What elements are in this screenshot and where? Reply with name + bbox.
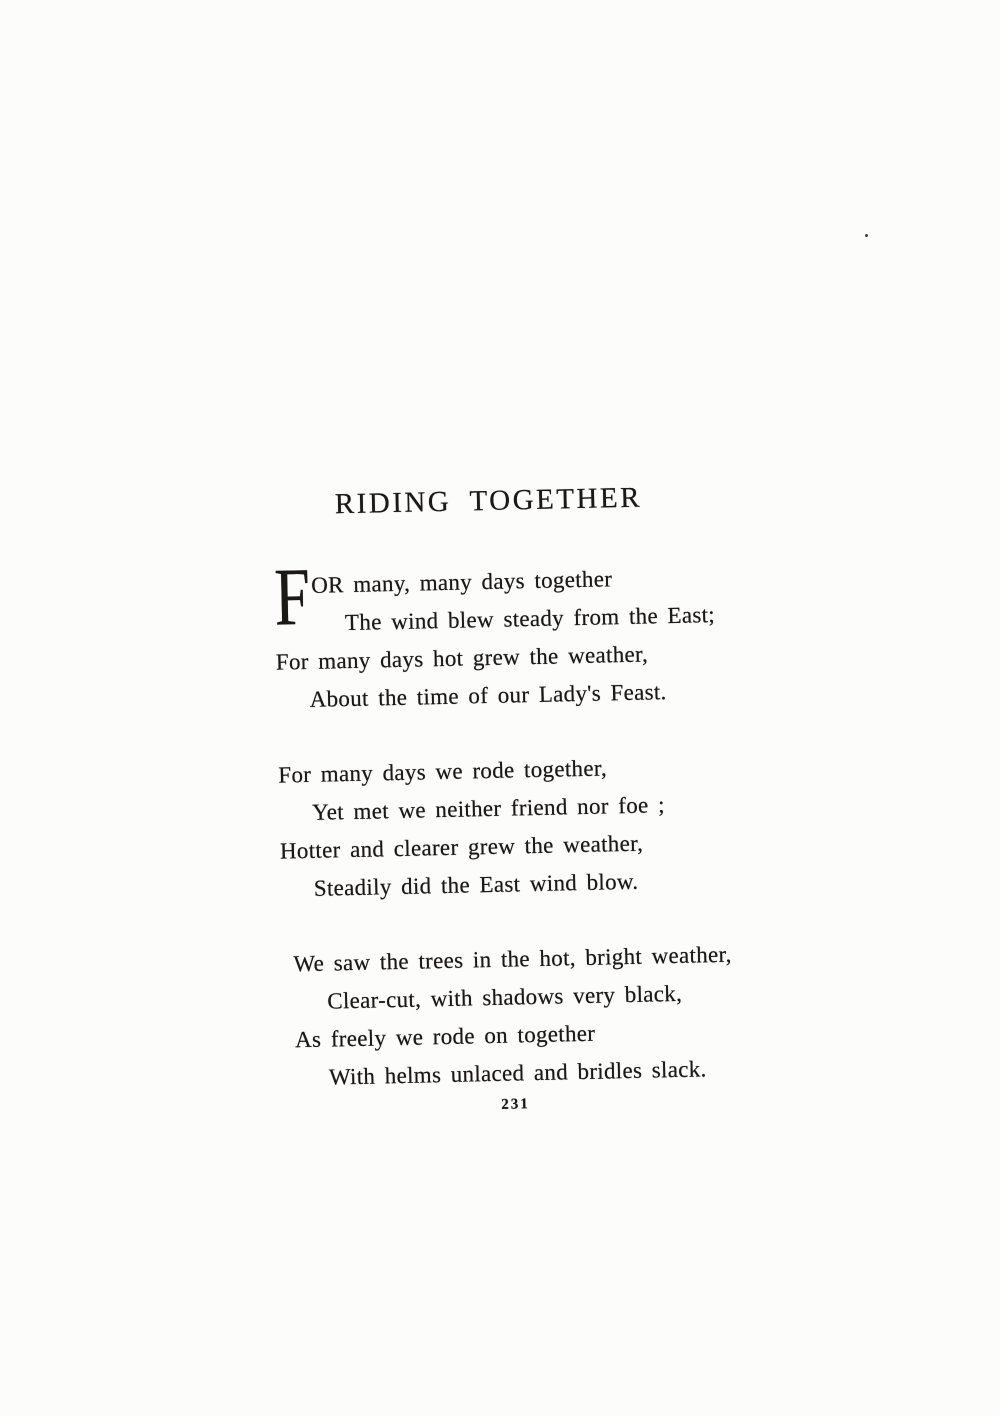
poem-line: The wind blew steady from the East; <box>344 602 716 636</box>
stanza <box>293 934 805 1097</box>
poem-line: We saw the trees in the hot, bright weather, <box>293 941 732 977</box>
poem-line: For many days hot grew the weather, <box>275 641 649 675</box>
poem-line: With helms unlaced and bridles slack. <box>328 1056 707 1090</box>
poem-line: About the time of our Lady's Feast. <box>309 679 667 712</box>
scan-speck-artifact <box>865 234 868 237</box>
poem-line: Yet met we neither friend nor foe ; <box>311 792 665 825</box>
poem-line: Hotter and clearer grew the weather, <box>279 830 644 864</box>
poem-stanzas <box>273 550 805 1097</box>
poem-page-content <box>272 476 806 1118</box>
drop-cap: F <box>273 550 312 643</box>
stanza <box>278 745 801 908</box>
poem-line: As freely we rode on together <box>294 1020 596 1053</box>
poem-line: Clear-cut, with shadows very black, <box>327 980 683 1014</box>
page-number: 231 <box>501 1096 530 1113</box>
poem-title: RIDING TOGETHER <box>334 481 643 521</box>
stanza <box>273 550 797 719</box>
poem-line: Steadily did the East wind blow. <box>313 868 639 901</box>
poem-line: For many days we rode together, <box>278 755 608 788</box>
poem-line: OR many, many days together <box>310 566 613 598</box>
